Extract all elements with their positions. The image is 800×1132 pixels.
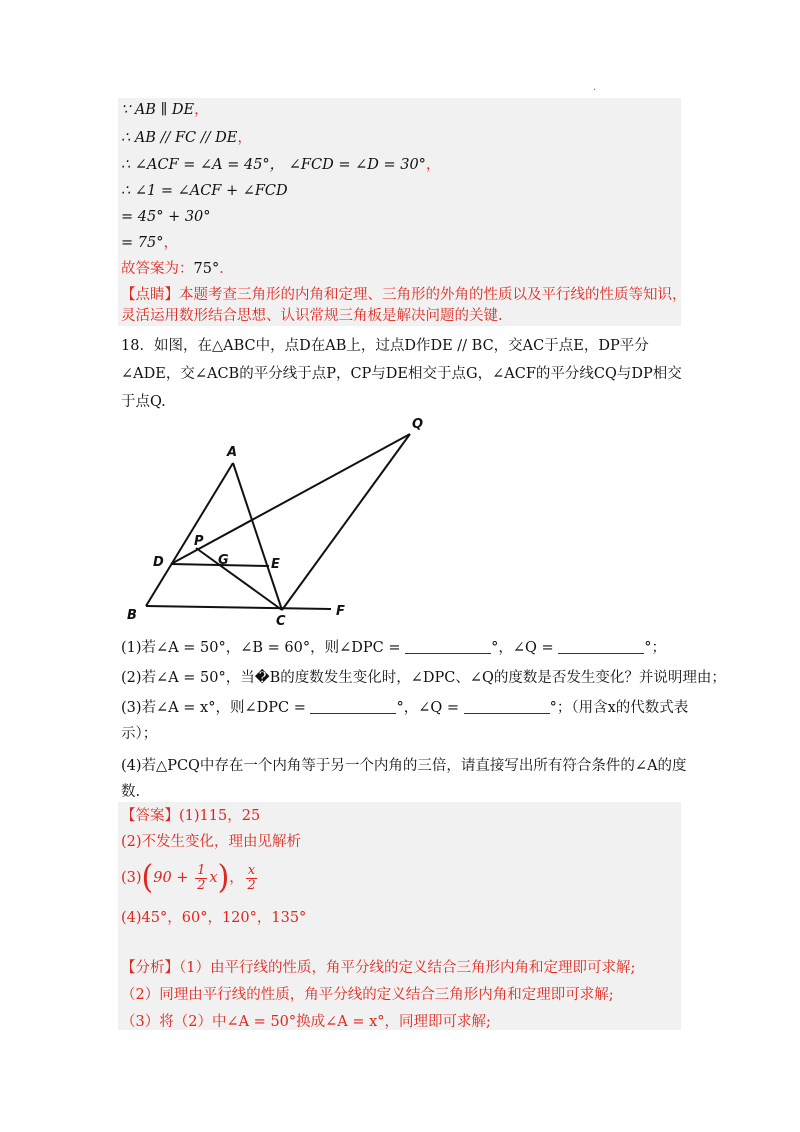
blank-dpc-3 bbox=[310, 699, 396, 714]
solution-line-3: ∴ ∠ACF = ∠A = 45°， ∠FCD = ∠D = 30°， bbox=[121, 157, 441, 173]
answer-4: (4)45°，60°，120°，135° bbox=[121, 910, 307, 926]
label-B: B bbox=[127, 608, 137, 623]
question-3-cont: 示）； bbox=[121, 726, 158, 742]
comment-line-2: 灵活运用数形结合思想、认识常规三角板是解决问题的关键. bbox=[121, 308, 503, 324]
answer-3: (3)(90 + $\frac{1}{2}$ x)， $\frac{x}{2}$ bbox=[121, 858, 256, 897]
top-mark: . bbox=[593, 82, 597, 93]
problem-line-3: 于点Q. bbox=[121, 394, 166, 410]
analysis-3: （3）将（2）中∠A = 50°换成∠A = x°，同理即可求解; bbox=[121, 1014, 491, 1030]
label-G: G bbox=[218, 553, 229, 568]
segment-CQ bbox=[282, 434, 410, 610]
blank-dpc-1 bbox=[405, 639, 491, 654]
question-4: (4)若△PCQ中存在一个内角等于另一个内角的三倍，请直接写出所有符合条件的∠A的度 bbox=[121, 758, 687, 774]
answer-1: 【答案】(1)115，25 bbox=[121, 808, 261, 824]
segment-PC bbox=[196, 548, 282, 610]
question-2: (2)若∠A = 50°，当�B的度数发生变化时，∠DPC、∠Q的度数是否发生变化？并说明理由； bbox=[121, 670, 726, 686]
answer-2: (2)不发生变化，理由见解析 bbox=[121, 834, 302, 850]
question-4-cont: 数. bbox=[121, 784, 141, 800]
blank-q-3 bbox=[464, 699, 550, 714]
label-Q: Q bbox=[412, 417, 424, 432]
solution-line-5: = 45° + 30° bbox=[121, 209, 211, 225]
blank-q-1 bbox=[558, 639, 644, 654]
fraction-half: $\frac{1}{2}$ bbox=[197, 862, 206, 893]
segment-AC bbox=[233, 463, 282, 610]
label-E: E bbox=[271, 557, 280, 572]
solution-line-6: = 75°， bbox=[121, 235, 178, 251]
solution-line-4: ∴ ∠1 = ∠ACF + ∠FCD bbox=[121, 183, 288, 199]
segment-BF bbox=[146, 606, 331, 609]
label-A: A bbox=[227, 445, 238, 460]
analysis-1: 【分析】（1）由平行线的性质，角平分线的定义结合三角形内角和定理即可求解; bbox=[121, 960, 636, 976]
final-answer-line: 故答案为：75°． bbox=[121, 261, 234, 277]
solution-line-2: ∴ AB // FC // DE， bbox=[121, 130, 252, 146]
segment-DQ bbox=[171, 434, 410, 564]
analysis-2: （2）同理由平行线的性质，角平分线的定义结合三角形内角和定理即可求解; bbox=[121, 987, 614, 1003]
label-F: F bbox=[336, 604, 345, 619]
segment-BA bbox=[146, 463, 233, 606]
problem-line-1: 18．如图，在△ABC中，点D在AB上，过点D作DE // BC，交AC于点E，DP平分 bbox=[121, 338, 649, 354]
label-C: C bbox=[276, 614, 286, 629]
comment-line-1: 【点睛】本题考查三角形的内角和定理、三角形的外角的性质以及平行线的性质等知识， bbox=[121, 287, 687, 303]
label-D: D bbox=[153, 555, 164, 570]
problem-line-2: ∠ADE，交∠ACB的平分线于点P，CP与DE相交于点G，∠ACF的平分线CQ与DP相交 bbox=[121, 366, 682, 382]
geometry-figure bbox=[120, 410, 424, 629]
fraction-x-half: $\frac{x}{2}$ bbox=[247, 862, 256, 893]
solution-line-1: ∵ AB ∥ DE， bbox=[121, 102, 209, 118]
label-P: P bbox=[194, 534, 204, 549]
question-3: (3)若∠A = x°，则∠DPC = °，∠Q = °；（用含x的代数式表 bbox=[121, 700, 689, 716]
question-1: (1)若∠A = 50°，∠B = 60°，则∠DPC = °，∠Q = °； bbox=[121, 640, 667, 656]
